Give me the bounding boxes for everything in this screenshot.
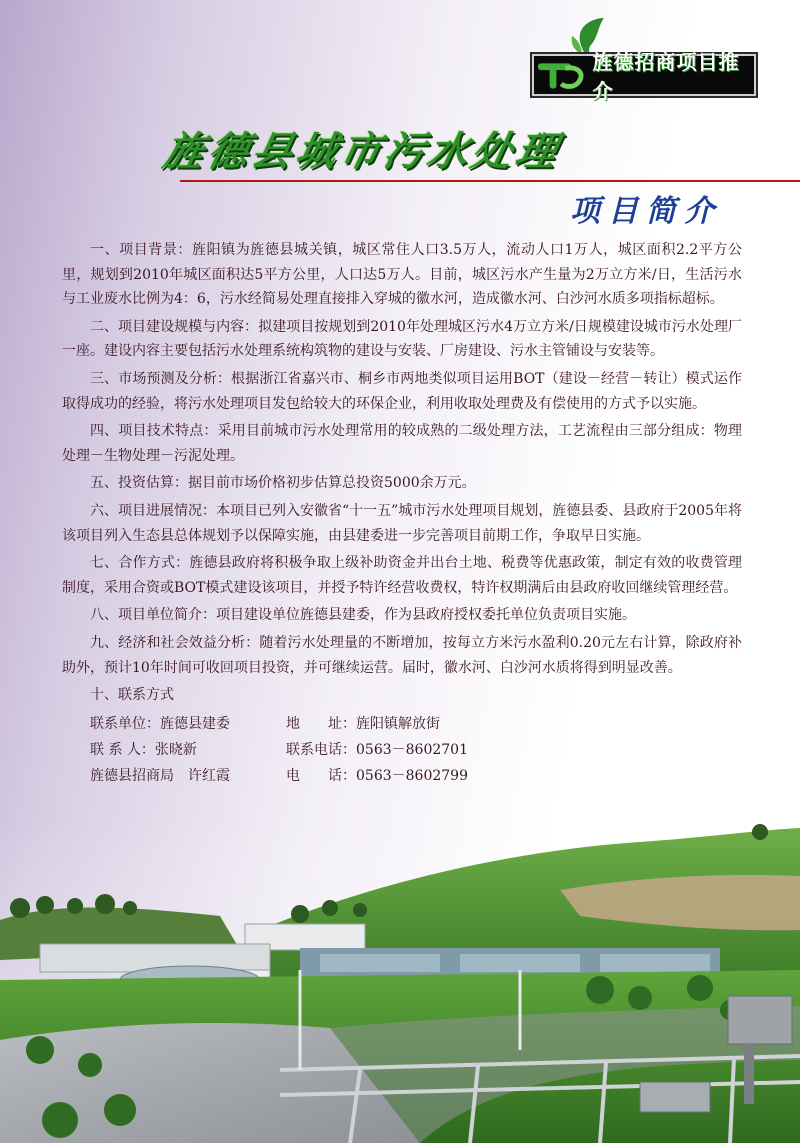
- contact-row: [62, 763, 742, 789]
- paragraph-unit: 八、项目单位简介：项目建设单位旌德县建委，作为县政府授权委托单位负责项目实施。: [90, 607, 636, 624]
- paragraph-technology: 四、项目技术特点：采用目前城市污水处理常用的较成熟的二级处理方法，工艺流程由三部分组成：物理处理－生物处理－污泥处理。: [62, 423, 742, 464]
- paragraph-background: 一、项目背景：旌阳镇为旌德县城关镇，城区常住人口3.5万人，流动人口1万人，城区面积2.2平方公里，规划到2010年城区面积达5平方公里，人口达5万人。目前，城区污水产生量为2万立方米/日，生活污水与工业废水比例为4：6，污水经简易处理直接排入穿城的徽水河，造成徽水河、白沙河水质多项指标超标。: [62, 242, 742, 308]
- contact-person: 联 系 人：张晓新: [90, 741, 197, 758]
- title-divider: [180, 180, 800, 182]
- page-title: 旌德县城市污水处理: [159, 129, 566, 175]
- tj-monogram-icon: [536, 58, 589, 92]
- paragraph-scale: 二、项目建设规模与内容：拟建项目按规划到2010年处理城区污水4万立方米/日规模建设城市污水处理厂一座。建设内容主要包括污水处理系统构筑物的建设与安装、厂房建设、污水主管铺设与安装等。: [62, 318, 742, 360]
- contact-bureau: 旌德县招商局 许红霞: [90, 767, 230, 784]
- contact-unit: 联系单位：旌德县建委: [90, 715, 230, 732]
- contact-row: [62, 737, 742, 763]
- badge-text: 旌德招商项目推介: [592, 50, 740, 103]
- contact-address: 地 址：旌阳镇解放街: [286, 715, 440, 732]
- badge-banner: [530, 50, 758, 103]
- contact-heading: 十、联系方式: [90, 687, 174, 704]
- page-subtitle: 项目简介: [570, 194, 722, 229]
- contact-phone: 联系电话：0563－8602701: [286, 741, 468, 758]
- contact-phone: 电 话：0563－8602799: [286, 767, 468, 784]
- paragraph-benefits: 九、经济和社会效益分析：随着污水处理量的不断增加，按每立方米污水盈利0.20元左右计算，除政府补助外，预计10年时间可收回项目投资，并可继续运营。届时，徽水河、白沙河水质将得到明显改善。: [62, 634, 742, 676]
- contact-row: [62, 711, 742, 737]
- paragraph-progress: 六、项目进展情况：本项目已列入安徽省“十一五”城市污水处理项目规划，旌德县委、县政府于2005年将该项目列入生态县总体规划予以保障实施，由县建委进一步完善项目前期工作，争取早日实施。: [62, 502, 742, 544]
- project-description: [62, 238, 742, 789]
- wastewater-plant-photo: [0, 820, 800, 1143]
- paragraph-market: 三、市场预测及分析：根据浙江省嘉兴市、桐乡市两地类似项目运用BOT（建设－经营－转让）模式运作取得成功的经验，将污水处理项目发包给较大的环保企业，利用收取处理费及有偿使用的方式予以实施。: [62, 370, 742, 412]
- paragraph-cooperation: 七、合作方式：旌德县政府将积极争取上级补助资金并出台土地、税费等优惠政策，制定有效的收费管理制度，采用合资或BOT模式建设该项目，并授予特许经营收费权，特许权期满后由县政府收回继续管理经营。: [62, 555, 742, 596]
- paragraph-investment: 五、投资估算：据目前市场价格初步估算总投资5000余万元。: [90, 475, 476, 492]
- logo-badge: [520, 16, 780, 104]
